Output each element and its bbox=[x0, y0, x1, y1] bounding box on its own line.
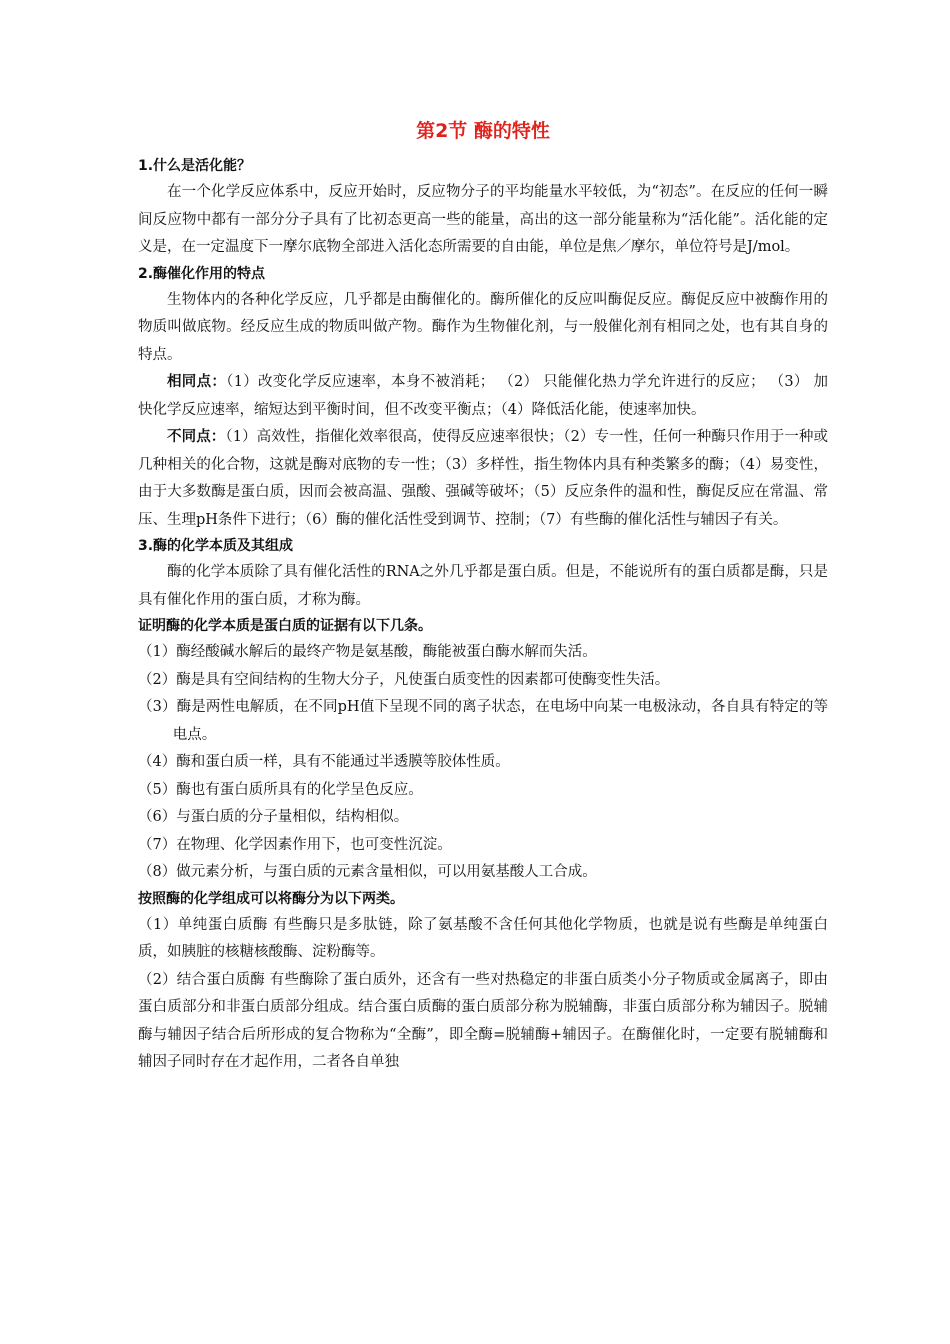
section-2-heading: 2.酶催化作用的特点 bbox=[138, 265, 266, 282]
section-3-paragraph: 酶的化学本质除了具有催化活性的RNA之外几乎都是蛋白质。但是，不能说所有的蛋白质都是酶，只是具有催化作用的蛋白质，才称为酶。 bbox=[138, 564, 828, 608]
evidence-heading: 证明酶的化学本质是蛋白质的证据有以下几条。 bbox=[138, 618, 432, 634]
evidence-item: （7）在物理、化学因素作用下，也可变性沉淀。 bbox=[138, 836, 452, 853]
similarities-label: 相同点： bbox=[167, 374, 227, 390]
evidence-item: （2）酶是具有空间结构的生物大分子，凡使蛋白质变性的因素都可使酶变性失活。 bbox=[138, 671, 670, 688]
similarities-text: （1）改变化学反应速率，本身不被消耗； （2） 只能催化热力学允许进行的反应； （3） 加快化学反应速率，缩短达到平衡时间，但不改变平衡点；（4）降低活化能，使速率加快。 bbox=[138, 374, 829, 418]
section-3-heading: 3.酶的化学本质及其组成 bbox=[138, 538, 294, 554]
section-1-heading: 1.什么是活化能？ bbox=[138, 158, 252, 174]
conjugated-protein-enzyme-paragraph: （2）结合蛋白质酶 有些酶除了蛋白质外，还含有一些对热稳定的非蛋白质类小分子物质或金属离子，即由蛋白质部分和非蛋白质部分组成。结合蛋白质酶的蛋白质部分称为脱辅酶，非蛋白质部分称为辅因子。脱辅酶与辅因子结合后所形成的复合物称为“全酶”，即全酶=脱辅酶+辅因子。在酶催化时，一定要有脱辅酶和辅因子同时存在才起作用，二者各自单独 bbox=[138, 971, 828, 1070]
differences-label: 不同点： bbox=[167, 429, 226, 445]
evidence-item: （1）酶经酸碱水解后的最终产物是氨基酸，酶能被蛋白酶水解而失活。 bbox=[138, 644, 597, 660]
similarities-paragraph bbox=[138, 369, 828, 424]
evidence-item: （8）做元素分析，与蛋白质的元素含量相似，可以用氨基酸人工合成。 bbox=[138, 864, 597, 880]
classification-heading: 按照酶的化学组成可以将酶分为以下两类。 bbox=[138, 890, 404, 907]
differences-paragraph bbox=[138, 424, 828, 534]
document-page bbox=[138, 118, 828, 1077]
differences-text: （1）高效性，指催化效率很高，使得反应速率很快；（2）专一性，任何一种酶只作用于一种或几种相关的化合物，这就是酶对底物的专一性；（3）多样性，指生物体内具有种类繁多的酶；（4）易变性，由于大多数酶是蛋白质，因而会被高温、强酸、强碱等破坏；（5）反应条件的温和性，酶促反应在常温、常压、生理pH条件下进行；（6）酶的催化活性受到调节、控制；（7）有些酶的催化活性与辅因子有关。 bbox=[138, 429, 829, 528]
evidence-item: （3）酶是两性电解质，在不同pH值下呈现不同的离子状态，在电场中向某一电极泳动，各自具有特定的等电点。 bbox=[138, 699, 828, 743]
section-2-paragraph: 生物体内的各种化学反应，几乎都是由酶催化的。酶所催化的反应叫酶促反应。酶促反应中被酶作用的物质叫做底物。经反应生成的物质叫做产物。酶作为生物催化剂，与一般催化剂有相同之处，也有其自身的特点。 bbox=[138, 291, 828, 363]
simple-protein-enzyme-paragraph: （1）单纯蛋白质酶 有些酶只是多肽链，除了氨基酸不含任何其他化学物质，也就是说有些酶是单纯蛋白质，如胰脏的核糖核酸酶、淀粉酶等。 bbox=[138, 916, 828, 960]
evidence-item: （6）与蛋白质的分子量相似，结构相似。 bbox=[138, 809, 409, 825]
evidence-item: （5）酶也有蛋白质所具有的化学呈色反应。 bbox=[138, 781, 423, 798]
evidence-item: （4）酶和蛋白质一样，具有不能通过半透膜等胶体性质。 bbox=[138, 754, 510, 770]
page-title: 第2节 酶的特性 bbox=[416, 120, 550, 142]
section-1-paragraph: 在一个化学反应体系中，反应开始时，反应物分子的平均能量水平较低，为“初态”。在反应的任何一瞬间反应物中都有一部分分子具有了比初态更高一些的能量，高出的这一部分能量称为“活化能”。活化能的定义是，在一定温度下一摩尔底物全部进入活化态所需要的自由能，单位是焦／摩尔，单位符号是J/mol。 bbox=[138, 184, 828, 255]
